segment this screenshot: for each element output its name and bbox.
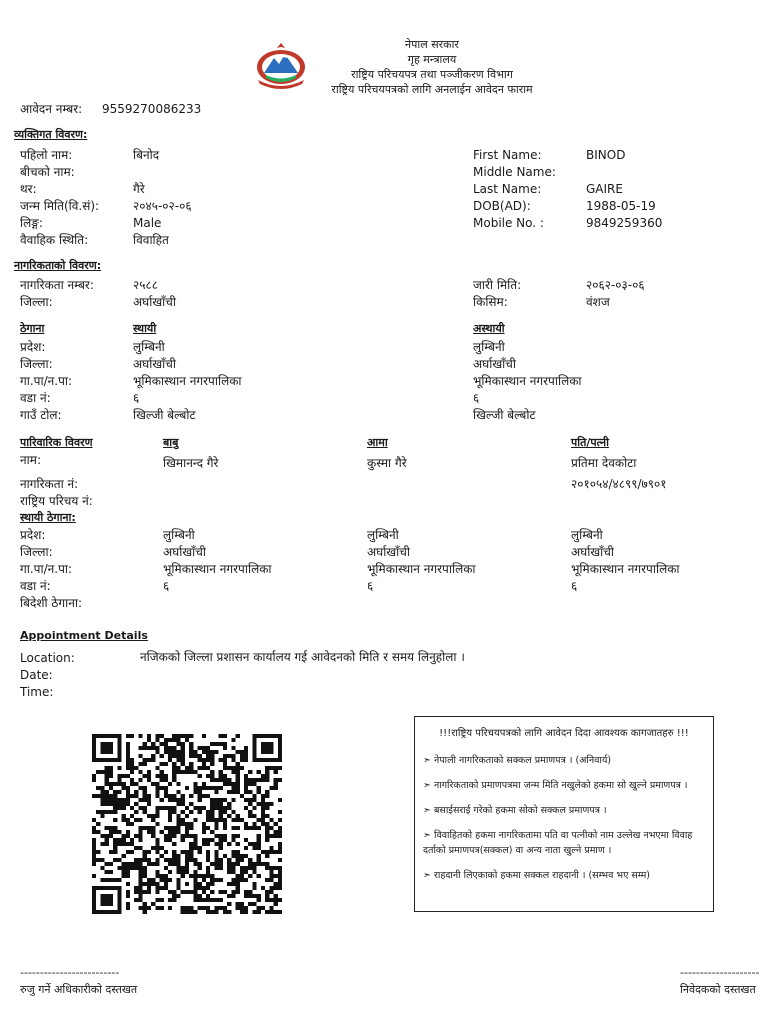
- first-name-np-value: बिनोद: [133, 148, 160, 162]
- father-province-value: लुम्बिनी: [163, 528, 195, 542]
- family-perm-address-heading: स्थायी ठेगाना:: [20, 511, 76, 524]
- marital-status-label: वैवाहिक स्थिति:: [20, 233, 89, 247]
- personal-details-heading: व्यक्तिगत विवरण:: [14, 128, 88, 141]
- required-documents-box: [414, 716, 714, 912]
- last-name-np-label: थर:: [20, 182, 37, 196]
- perm-tole-value: खिल्जी बेल्बोट: [133, 408, 196, 422]
- document-item: ➣ राहदानी लिएकाको हकमा सक्कल राहदानी । (सम्भव भए सम्म): [423, 870, 651, 881]
- last-name-en-value: GAIRE: [586, 182, 623, 196]
- first-name-en-value: BINOD: [586, 148, 626, 162]
- required-documents-title: !!!राष्ट्रिय परिचयपत्रको लागि आवेदन दिदा आवश्यक कागजातहरु !!!: [439, 728, 689, 739]
- temp-municipality-value: भूमिकास्थान नगरपालिका: [473, 374, 582, 388]
- mother-district-value: अर्घाखाँची: [367, 545, 411, 559]
- issue-date-value: २०६२-०३-०६: [586, 278, 645, 292]
- dob-ad-value: 1988-05-19: [586, 199, 656, 213]
- spouse-municipality-value: भूमिकास्थान नगरपालिका: [571, 562, 680, 576]
- document-item: ➣ विवाहितको हकमा नागरिकतामा पति वा पत्नीको नाम उल्लेख नभएमा विवाह दर्ताको प्रमाणपत्र(सक्कल) वा अन्य नाता खुल्ने प्रमाण ।: [423, 830, 693, 856]
- first-name-np-label: पहिलो नाम:: [20, 148, 73, 162]
- perm-ward-value: ६: [133, 391, 140, 405]
- family-district-label: जिल्ला:: [20, 545, 53, 559]
- citizenship-type-value: वंशज: [586, 295, 610, 309]
- location-label: Location:: [20, 651, 75, 665]
- temp-district-value: अर्घाखाँची: [473, 357, 517, 371]
- temp-province-value: लुम्बिनी: [473, 340, 505, 354]
- spouse-citizenship-value: २०१०५४/४८९९/७९०१: [571, 477, 667, 491]
- family-citizenship-label: नागरिकता नं:: [20, 477, 79, 491]
- header-ministry: गृह मन्त्रालय: [407, 53, 457, 66]
- citizenship-district-label: जिल्ला:: [20, 295, 53, 309]
- family-municipality-label: गा.पा/न.पा:: [20, 562, 73, 576]
- family-name-label: नाम:: [20, 453, 41, 467]
- appointment-heading: Appointment Details: [20, 629, 148, 642]
- address-province-label: प्रदेश:: [20, 340, 46, 354]
- last-name-en-label: Last Name:: [473, 182, 542, 196]
- verifier-signature-label: रुजु गर्ने अधिकारीको दस्तखत: [20, 983, 138, 996]
- spouse-province-value: लुम्बिनी: [571, 528, 603, 542]
- perm-municipality-value: भूमिकास्थान नगरपालिका: [133, 374, 242, 388]
- applicant-signature-line: --------------------: [680, 966, 760, 979]
- last-name-np-value: गैरे: [133, 182, 145, 196]
- address-district-label: जिल्ला:: [20, 357, 53, 371]
- mother-province-value: लुम्बिनी: [367, 528, 399, 542]
- date-label: Date:: [20, 668, 53, 682]
- time-label: Time:: [20, 685, 54, 699]
- address-ward-label: वडा नं:: [20, 391, 51, 405]
- father-heading: बाबु: [163, 436, 179, 449]
- family-ward-label: वडा नं:: [20, 579, 51, 593]
- mother-ward-value: ६: [367, 579, 374, 593]
- qr-code-modules: [92, 734, 282, 914]
- mother-name-value: कुस्मा गैरे: [367, 456, 407, 470]
- address-tole-label: गाउँ टोल:: [20, 408, 62, 422]
- verifier-signature-line: -------------------------: [20, 966, 120, 979]
- header-department: राष्ट्रिय परिचयपत्र तथा पञ्जीकरण विभाग: [351, 68, 513, 81]
- citizenship-number-value: २५८८: [133, 278, 158, 292]
- location-value: नजिकको जिल्ला प्रशासन कार्यालय गई आवेदनको मिति र समय लिनुहोला ।: [140, 650, 465, 664]
- spouse-ward-value: ६: [571, 579, 578, 593]
- gender-value: Male: [133, 216, 162, 230]
- issue-date-label: जारी मिति:: [473, 278, 522, 292]
- mobile-label: Mobile No. :: [473, 216, 544, 230]
- applicant-signature-label: निवेदकको दस्तखत: [680, 983, 756, 996]
- citizenship-type-label: किसिम:: [473, 295, 508, 309]
- father-municipality-value: भूमिकास्थान नगरपालिका: [163, 562, 272, 576]
- family-heading: पारिवारिक विवरण: [20, 436, 93, 449]
- document-item: ➣ नागरिकताको प्रमाणपत्रमा जन्म मिति नखुलेको हकमा सो खुल्ने प्रमाणपत्र ।: [423, 780, 688, 791]
- middle-name-np-label: बीचको नाम:: [20, 165, 75, 179]
- qr-code: [92, 734, 282, 914]
- family-nid-label: राष्ट्रिय परिचय नं:: [20, 494, 93, 508]
- perm-province-value: लुम्बिनी: [133, 340, 165, 354]
- spouse-district-value: अर्घाखाँची: [571, 545, 615, 559]
- mother-heading: आमा: [367, 436, 388, 449]
- document-item: ➣ नेपाली नागरिकताको सक्कल प्रमाणपत्र । (अनिवार्य): [423, 755, 612, 766]
- temp-tole-value: खिल्जी बेल्बोट: [473, 408, 536, 422]
- address-municipality-label: गा.पा/न.पा:: [20, 374, 73, 388]
- citizenship-district-value: अर्घाखाँची: [133, 295, 177, 309]
- document-item: ➣ बसाईसराई गरेको हकमा सोको सक्कल प्रमाणपत्र ।: [423, 805, 607, 816]
- father-name-value: खिमानन्द गैरे: [163, 456, 219, 470]
- header-government: नेपाल सरकार: [405, 38, 459, 51]
- address-heading: ठेगाना: [20, 322, 45, 335]
- mother-municipality-value: भूमिकास्थान नगरपालिका: [367, 562, 476, 576]
- father-ward-value: ६: [163, 579, 170, 593]
- father-district-value: अर्घाखाँची: [163, 545, 207, 559]
- header-form-title: राष्ट्रिय परिचयपत्रको लागि अनलाईन आवेदन फाराम: [331, 83, 533, 96]
- dob-bs-value: २०४५-०२-०६: [133, 199, 192, 213]
- application-number-label: आवेदन नम्बर:: [20, 102, 83, 116]
- family-province-label: प्रदेश:: [20, 528, 46, 542]
- perm-district-value: अर्घाखाँची: [133, 357, 177, 371]
- marital-status-value: विवाहित: [133, 233, 169, 247]
- application-number-value: 9559270086233: [102, 102, 202, 116]
- citizenship-heading: नागरिकताको विवरण:: [14, 259, 102, 272]
- gender-label: लिङ्ग:: [20, 216, 43, 230]
- citizenship-number-label: नागरिकता नम्बर:: [20, 278, 94, 292]
- temporary-address-heading: अस्थायी: [473, 322, 505, 335]
- spouse-name-value: प्रतिमा देवकोटा: [571, 456, 637, 470]
- family-foreign-address-label: बिदेशी ठेगाना:: [20, 596, 83, 610]
- middle-name-en-label: Middle Name:: [473, 165, 556, 179]
- permanent-address-heading: स्थायी: [133, 322, 157, 335]
- dob-ad-label: DOB(AD):: [473, 199, 531, 213]
- first-name-en-label: First Name:: [473, 148, 542, 162]
- temp-ward-value: ६: [473, 391, 480, 405]
- dob-bs-label: जन्म मिति(वि.सं):: [20, 199, 100, 213]
- spouse-heading: पति/पत्नी: [571, 436, 609, 449]
- mobile-value: 9849259360: [586, 216, 663, 230]
